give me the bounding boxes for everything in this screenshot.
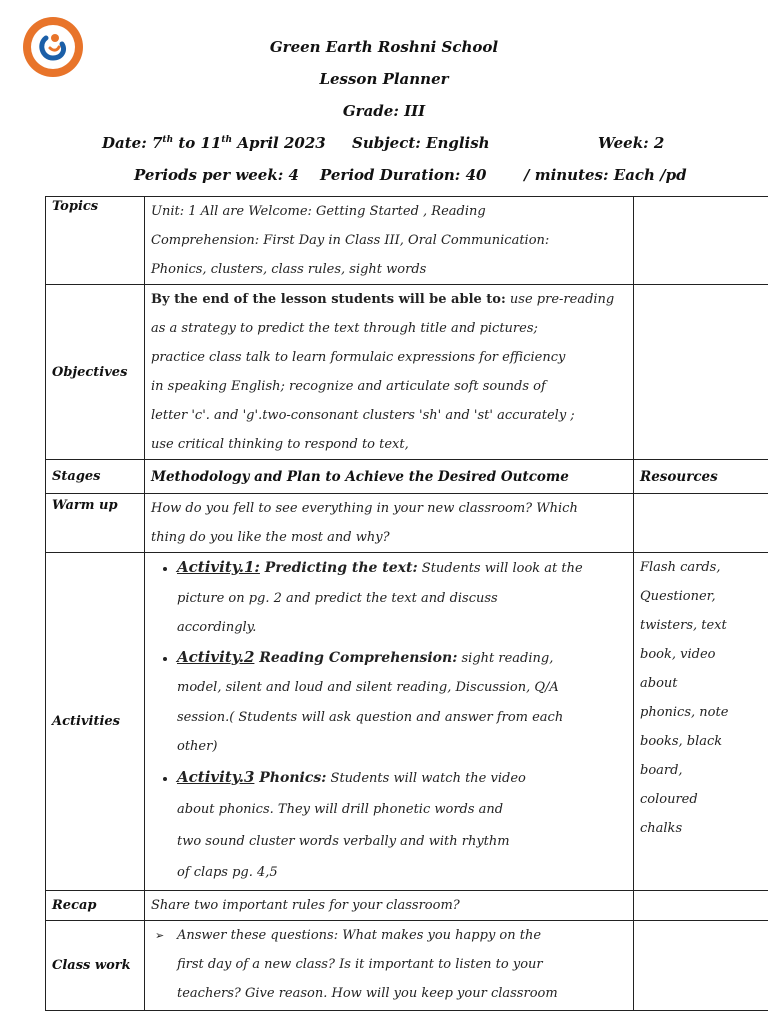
row-activities [46, 553, 768, 891]
row-warmup [46, 494, 768, 553]
activities-list [151, 553, 627, 889]
recap-resources [634, 891, 768, 921]
document-title: Lesson Planner [319, 70, 449, 88]
resources-header: Resources [634, 460, 768, 494]
school-name: Green Earth Roshni School [269, 38, 499, 56]
lesson-plan-table [45, 196, 768, 1011]
date: Date: 7th to 11th April 2023 [102, 134, 326, 152]
row-stages-header [46, 460, 768, 494]
period-duration: Period Duration: 40 [320, 166, 487, 184]
warmup-label: Warm up [46, 494, 145, 553]
activities-label: Activities [46, 553, 145, 891]
objectives-resources [634, 285, 768, 460]
warmup-resources [634, 494, 768, 553]
activities-resources: Flash cards, Questioner, twisters, text book, video about phonics, note books, black board, coloured chalks [634, 553, 768, 891]
row-classwork [46, 921, 768, 1011]
warmup-content: How do you fell to see everything in your new classroom? Which thing do you like the most and why? [145, 494, 634, 553]
classwork-resources [634, 921, 768, 1011]
activity-2: • Activity.2 Reading Comprehension: sight reading, model, silent and loud and silent reading, Discussion, Q/A session.( Students will ask question and answer from each other) [177, 643, 627, 762]
row-topics [46, 197, 768, 285]
recap-label: Recap [46, 891, 145, 921]
periods-per-week: Periods per week: 4 [134, 166, 299, 184]
week: Week: 2 [598, 134, 665, 152]
subject: Subject: English [352, 134, 490, 152]
recap-content: Share two important rules for your classroom? [145, 891, 634, 921]
objectives-content: By the end of the lesson students will be able to: use pre-reading as a strategy to predict the text through title and pictures; practice class talk to learn formulaic expressions for efficiency in speaking English; recognize and articulate soft sounds of letter 'c'. and 'g'.two-consonant clusters 'sh' and 'st' accurately ; use critical thinking to respond to text, [145, 285, 634, 460]
topics-content: Unit: 1 All are Welcome: Getting Started , Reading Comprehension: First Day in Class III, Oral Communication: Phonics, clusters, class rules, sight words [145, 197, 634, 285]
activity-3: • Activity.3 Phonics: Students will watch the video about phonics. They will drill phonetic words and two sound cluster words verbally and with rhythm of claps pg. 4,5 [177, 762, 627, 889]
classwork-list [151, 921, 627, 1008]
minutes-each: / minutes: Each /pd [524, 166, 687, 184]
classwork-content [145, 921, 634, 1011]
topics-resources [634, 197, 768, 285]
topics-label: Topics [46, 197, 145, 285]
classwork-label: Class work [46, 921, 145, 1011]
classwork-item: ➢ Answer these questions: What makes you happy on the first day of a new class? Is it important to listen to your teachers? Give reason. How will you keep your classroom [177, 921, 627, 1008]
grade: Grade: III [342, 102, 426, 120]
activity-1: • Activity.1: Predicting the text: Students will look at the picture on pg. 2 and predict the text and discuss accordingly. [177, 553, 627, 643]
objectives-label: Objectives [46, 285, 145, 460]
row-objectives [46, 285, 768, 460]
methodology-header: Methodology and Plan to Achieve the Desired Outcome [145, 460, 634, 494]
row-recap [46, 891, 768, 921]
stages-label: Stages [46, 460, 145, 494]
activities-content [145, 553, 634, 891]
